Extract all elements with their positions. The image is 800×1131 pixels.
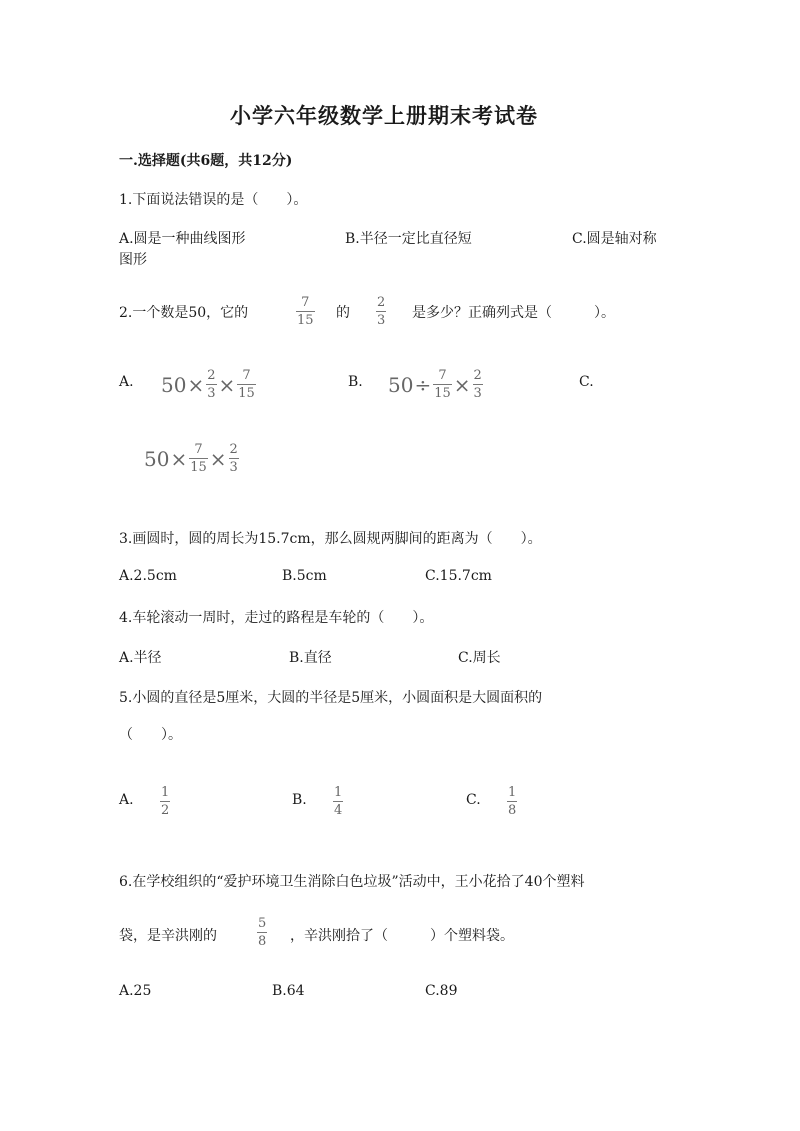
expression-fraction [189, 443, 208, 474]
fraction-denominator: 15 [434, 386, 451, 401]
question-2-fraction-2-3 [376, 296, 386, 327]
fraction-denominator: 3 [473, 386, 482, 401]
times-sign: × [218, 372, 236, 397]
question-3-option-c: C.15.7cm [425, 568, 492, 584]
fraction-denominator: 15 [238, 386, 255, 401]
fraction-numerator: 1 [508, 785, 517, 800]
page-title: 小学六年级数学上册期末考试卷 [230, 103, 538, 128]
question-6-option-c: C.89 [425, 983, 458, 999]
question-6-text: 6.在学校组织的“爱护环境卫生消除白色垃圾”活动中，王小花拾了40个塑料 [119, 874, 585, 890]
times-sign: × [170, 446, 188, 471]
question-4-option-c: C.周长 [458, 650, 501, 666]
question-3-option-b: B.5cm [282, 568, 327, 584]
question-1-option-a: A.圆是一种曲线图形 [119, 231, 246, 247]
question-2-fraction-7-15 [296, 296, 315, 327]
question-4-text: 4.车轮滚动一周时，走过的路程是车轮的（ ）。 [119, 610, 434, 626]
divide-sign: ÷ [414, 372, 432, 397]
question-2-option-a-expression [161, 369, 257, 400]
question-5-text-continued: （ ）。 [119, 727, 182, 743]
question-2-option-c-label: C. [579, 374, 594, 390]
fraction-denominator: 3 [229, 460, 238, 475]
expression-fraction [433, 369, 452, 400]
expression-fraction [237, 369, 256, 400]
question-2-option-a-label: A. [119, 374, 134, 390]
question-6-option-b: B.64 [272, 983, 305, 999]
fraction-numerator: 2 [207, 368, 216, 383]
question-4-option-b: B.直径 [289, 650, 332, 666]
question-5-option-a-fraction [160, 786, 170, 817]
fraction-numerator: 1 [334, 785, 343, 800]
expression-fraction [229, 443, 239, 474]
expression-number: 50 [388, 372, 414, 397]
fraction-denominator: 8 [258, 934, 267, 949]
fraction-denominator: 8 [508, 803, 517, 818]
fraction-denominator: 15 [297, 313, 314, 328]
fraction-denominator: 3 [207, 386, 216, 401]
question-3-text: 3.画圆时，圆的周长为15.7cm，那么圆规两脚间的距离为（ ）。 [119, 531, 542, 547]
question-1-option-b: B.半径一定比直径短 [345, 231, 472, 247]
question-2-option-b-label: B. [348, 374, 363, 390]
question-1-text: 1.下面说法错误的是（ ）。 [119, 192, 308, 208]
fraction-numerator: 2 [473, 368, 482, 383]
expression-fraction [206, 369, 216, 400]
question-5-option-c-label: C. [466, 792, 481, 808]
expression-number: 50 [144, 446, 170, 471]
question-6-option-a: A.25 [119, 983, 152, 999]
question-2-option-c-expression [144, 443, 240, 474]
question-6-fraction-5-8 [257, 917, 267, 948]
question-5-option-c-fraction [507, 786, 517, 817]
fraction-numerator: 2 [377, 295, 386, 310]
question-1-option-c-continued: 图形 [119, 252, 147, 268]
question-3-option-a: A.2.5cm [119, 568, 177, 584]
fraction-numerator: 7 [438, 368, 447, 383]
times-sign: × [209, 446, 227, 471]
fraction-denominator: 3 [377, 313, 386, 328]
fraction-numerator: 7 [194, 442, 203, 457]
question-5-option-b-fraction [333, 786, 343, 817]
question-5-text: 5.小圆的直径是5厘米，大圆的半径是5厘米，小圆面积是大圆面积的 [119, 690, 543, 706]
expression-number: 50 [161, 372, 187, 397]
fraction-numerator: 1 [161, 785, 170, 800]
question-4-option-a: A.半径 [119, 650, 162, 666]
fraction-numerator: 5 [258, 916, 267, 931]
fraction-numerator: 7 [301, 295, 310, 310]
question-2-text-of: 的 [336, 305, 350, 321]
question-1-option-c: C.圆是轴对称 [572, 231, 657, 247]
question-2-text-start: 2.一个数是50，它的 [119, 305, 249, 321]
fraction-denominator: 15 [190, 460, 207, 475]
question-2-option-b-expression [388, 369, 484, 400]
question-5-option-a-label: A. [119, 792, 134, 808]
question-6-text-start: 袋，是辛洪刚的 [119, 928, 217, 944]
fraction-denominator: 4 [334, 803, 343, 818]
expression-fraction [473, 369, 483, 400]
question-2-text-end: 是多少？正确列式是（ ）。 [412, 305, 615, 321]
times-sign: × [187, 372, 205, 397]
question-5-option-b-label: B. [292, 792, 307, 808]
fraction-numerator: 7 [242, 368, 251, 383]
section-header: 一.选择题(共6题，共12分) [119, 153, 293, 169]
fraction-numerator: 2 [229, 442, 238, 457]
times-sign: × [453, 372, 471, 397]
fraction-denominator: 2 [161, 803, 170, 818]
question-6-text-end: ，辛洪刚拾了（ ）个塑料袋。 [290, 928, 514, 944]
